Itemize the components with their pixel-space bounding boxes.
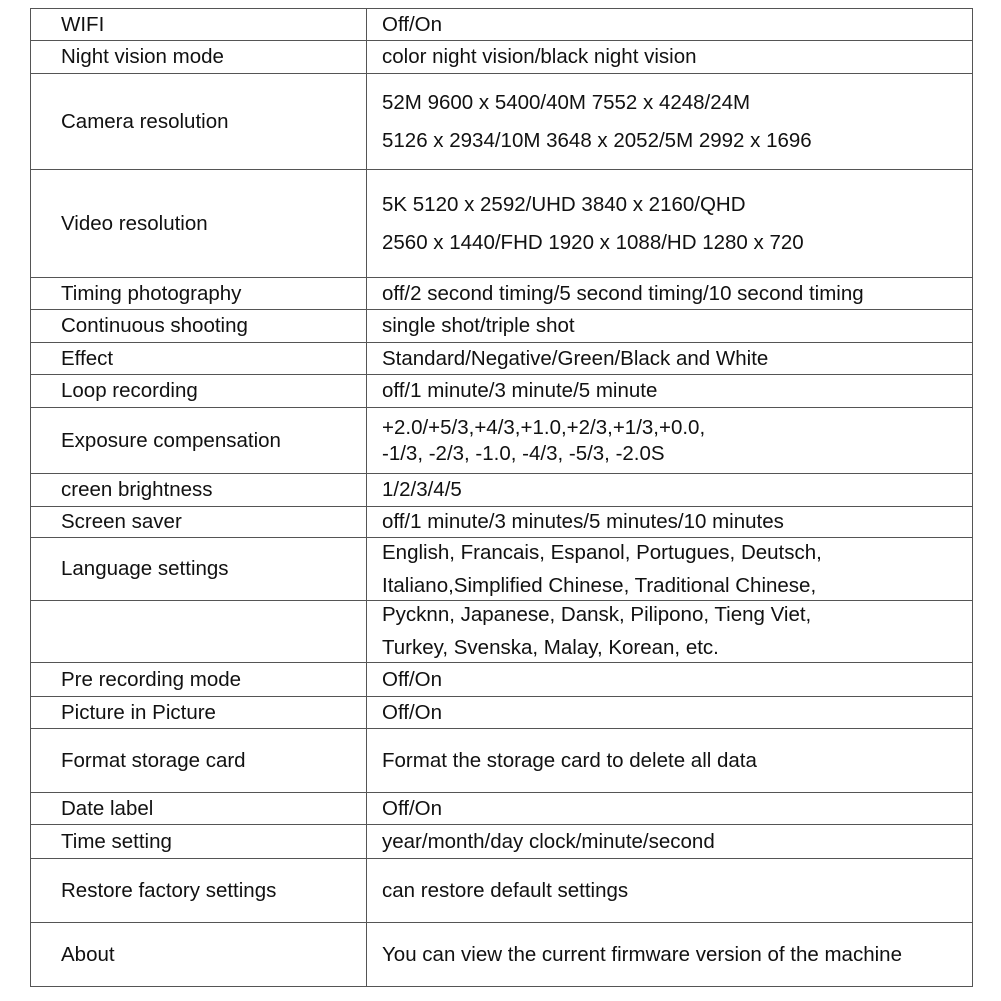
value-line: Turkey, Svenska, Malay, Korean, etc. xyxy=(382,636,719,659)
table-row xyxy=(31,793,973,825)
value-line: Off/On xyxy=(382,796,443,820)
setting-value-wifi xyxy=(367,9,973,41)
value-line: off/2 second timing/5 second timing/10 second timing xyxy=(382,281,864,305)
setting-value-timing-photography xyxy=(367,278,973,310)
settings-spec-table xyxy=(30,8,973,987)
table-row xyxy=(31,697,973,729)
setting-value-pre-recording xyxy=(367,663,973,697)
value-line: 2560 x 1440/FHD 1920 x 1088/HD 1280 x 720 xyxy=(382,230,804,254)
setting-label-about: About xyxy=(31,923,367,987)
setting-label-language-continued xyxy=(31,601,367,663)
value-line: single shot/triple shot xyxy=(382,314,575,338)
setting-label-effect: Effect xyxy=(31,343,367,375)
table-row xyxy=(31,825,973,859)
table-row xyxy=(31,408,973,474)
table-row xyxy=(31,474,973,507)
value-line: Italiano,Simplified Chinese, Traditional Chinese, xyxy=(382,573,817,597)
setting-label-format-storage: Format storage card xyxy=(31,729,367,793)
setting-value-continuous-shooting xyxy=(367,310,973,343)
value-line: English, Francais, Espanol, Portugues, Deutsch, xyxy=(382,540,822,564)
value-line: off/1 minute/3 minutes/5 minutes/10 minutes xyxy=(382,510,784,534)
setting-label-language: Language settings xyxy=(31,538,367,601)
setting-label-pre-recording: Pre recording mode xyxy=(31,663,367,697)
setting-label-time-setting: Time setting xyxy=(31,825,367,859)
setting-label-screen-saver: Screen saver xyxy=(31,507,367,538)
value-line: Format the storage card to delete all data xyxy=(382,748,757,772)
value-line: 1/2/3/4/5 xyxy=(382,478,462,502)
setting-value-screen-saver xyxy=(367,507,973,538)
value-line: Off/On xyxy=(382,667,443,691)
setting-label-continuous-shooting: Continuous shooting xyxy=(31,310,367,343)
value-line: can restore default settings xyxy=(382,878,629,902)
setting-value-time-setting xyxy=(367,825,973,859)
setting-value-format-storage xyxy=(367,729,973,793)
setting-value-about xyxy=(367,923,973,987)
table-row xyxy=(31,74,973,170)
value-line: 5K 5120 x 2592/UHD 3840 x 2160/QHD xyxy=(382,192,746,216)
table-row xyxy=(31,538,973,601)
value-line: You can view the current firmware version of the machine xyxy=(382,942,902,966)
value-line: 5126 x 2934/10M 3648 x 2052/5M 2992 x 1696 xyxy=(382,128,812,152)
setting-value-night-vision xyxy=(367,41,973,74)
setting-label-picture-in-picture: Picture in Picture xyxy=(31,697,367,729)
setting-label-exposure-compensation: Exposure compensation xyxy=(31,408,367,474)
table-row xyxy=(31,278,973,310)
table-row xyxy=(31,663,973,697)
value-line: 52M 9600 x 5400/40M 7552 x 4248/24M xyxy=(382,90,751,114)
setting-value-picture-in-picture xyxy=(367,697,973,729)
table-row xyxy=(31,601,973,663)
table-row xyxy=(31,729,973,793)
table-row xyxy=(31,343,973,375)
setting-value-camera-resolution xyxy=(367,74,973,170)
setting-label-restore-factory: Restore factory settings xyxy=(31,859,367,923)
setting-value-date-label xyxy=(367,793,973,825)
setting-value-video-resolution xyxy=(367,170,973,278)
value-line: -1/3, -2/3, -1.0, -4/3, -5/3, -2.0S xyxy=(382,441,665,465)
value-line: +2.0/+5/3,+4/3,+1.0,+2/3,+1/3,+0.0, xyxy=(382,415,706,439)
value-line: Standard/Negative/Green/Black and White xyxy=(382,346,769,370)
setting-value-restore-factory xyxy=(367,859,973,923)
table-row xyxy=(31,507,973,538)
value-line: year/month/day clock/minute/second xyxy=(382,829,715,853)
setting-label-wifi: WIFI xyxy=(31,9,367,41)
setting-label-loop-recording: Loop recording xyxy=(31,375,367,408)
setting-label-date-label: Date label xyxy=(31,793,367,825)
setting-value-loop-recording xyxy=(367,375,973,408)
setting-value-effect xyxy=(367,343,973,375)
value-line: off/1 minute/3 minute/5 minute xyxy=(382,379,658,403)
setting-label-night-vision: Night vision mode xyxy=(31,41,367,74)
value-line: color night vision/black night vision xyxy=(382,45,697,69)
value-line: Pycknn, Japanese, Dansk, Pilipono, Tieng Viet, xyxy=(382,603,812,627)
table-row xyxy=(31,859,973,923)
setting-label-video-resolution: Video resolution xyxy=(31,170,367,278)
table-row xyxy=(31,170,973,278)
value-line: Off/On xyxy=(382,700,443,724)
setting-value-exposure-compensation xyxy=(367,408,973,474)
table-row xyxy=(31,375,973,408)
setting-label-camera-resolution: Camera resolution xyxy=(31,74,367,170)
setting-label-screen-brightness: creen brightness xyxy=(31,474,367,507)
setting-value-screen-brightness xyxy=(367,474,973,507)
setting-value-language xyxy=(367,538,973,601)
table-row xyxy=(31,41,973,74)
setting-value-language-continued xyxy=(367,601,973,663)
value-line: Off/On xyxy=(382,12,443,36)
table-row xyxy=(31,310,973,343)
setting-label-timing-photography: Timing photography xyxy=(31,278,367,310)
table-row xyxy=(31,923,973,987)
table-row xyxy=(31,9,973,41)
